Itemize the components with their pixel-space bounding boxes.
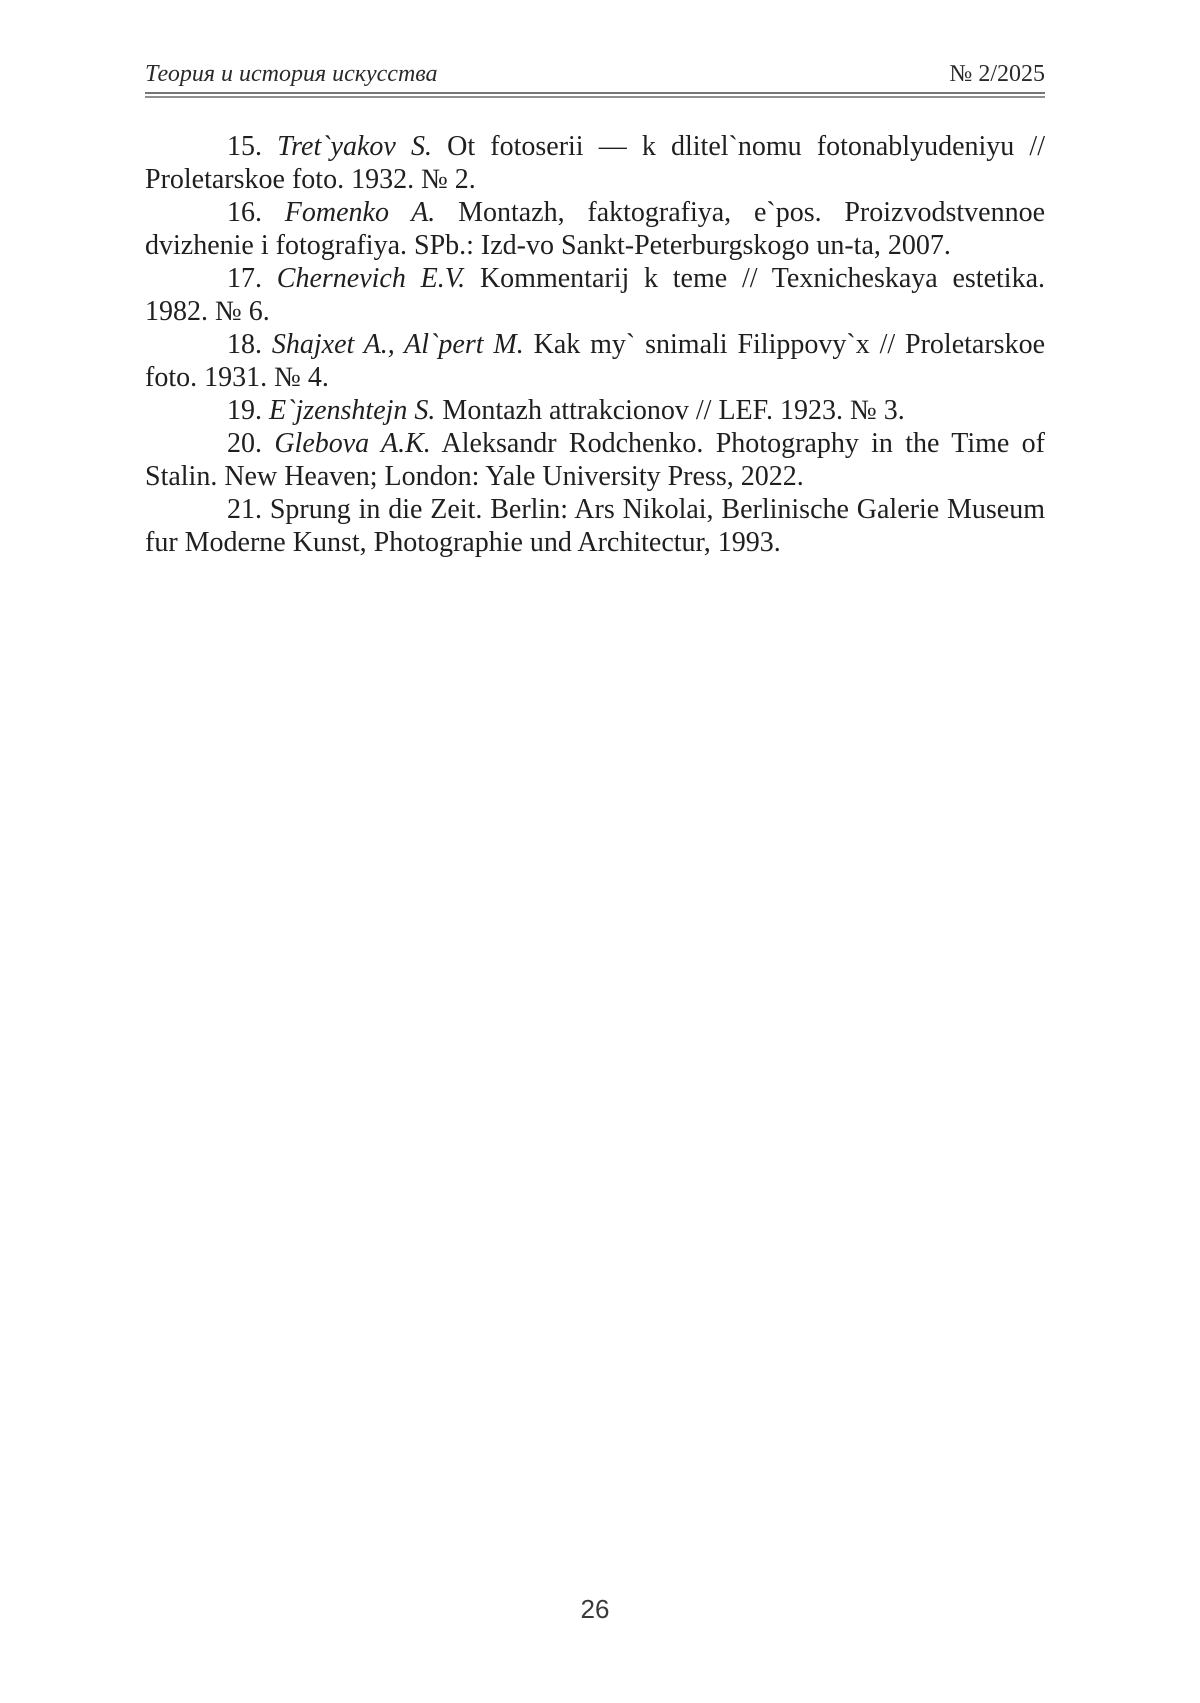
bibliography-list [145, 130, 1045, 559]
bib-entry-text: Ot fotoserii — k dlitel`nomu fotonablyudeniyu // Proletarskoe foto. 1932. № 2. [145, 131, 1045, 195]
bib-entry [145, 262, 1045, 328]
bib-entry-authors: Glebova A.K. [274, 428, 431, 459]
bib-entry-number: 18. [227, 329, 262, 360]
bib-entry-text: Montazh, faktografiya, e`pos. Proizvodstvennoe dvizhenie i fotografiya. SPb.: Izd-vo Sankt-Peterburgskogo un-ta, 2007. [145, 197, 1045, 261]
bib-entry [145, 493, 1045, 559]
bib-entry-number: 17. [227, 263, 262, 294]
bib-entry-number: 21. [227, 494, 262, 525]
bib-entry-authors: E`jzenshtejn S. [269, 395, 436, 426]
issue-number: № 2/2025 [949, 61, 1045, 87]
bib-entry-text: Sprung in die Zeit. Berlin: Ars Nikolai, Berlinische Galerie Museum fur Moderne Kunst, Photographie und Architectur, 1993. [145, 494, 1046, 558]
bib-entry-authors: Chernevich E.V. [276, 263, 466, 294]
bib-entry-text: Montazh attrakcionov // LEF. 1923. № 3. [442, 395, 905, 426]
bib-entry-text: Aleksandr Rodchenko. Photography in the Time of Stalin. New Heaven; London: Yale University Press, 2022. [145, 428, 1045, 492]
running-title: Теория и история искусства [145, 61, 438, 87]
bib-entry-text: Kak my` snimali Filippovy`x // Proletarskoe foto. 1931. № 4. [145, 329, 1045, 393]
bib-entry-authors: Tret`yakov S. [277, 131, 432, 162]
header-rule [145, 92, 1045, 98]
page-number: 26 [580, 1594, 610, 1624]
running-header [145, 60, 1045, 88]
bib-entry [145, 196, 1045, 262]
bib-entry [145, 130, 1045, 196]
bib-entry-number: 19. [227, 395, 262, 426]
bib-entry-number: 16. [227, 197, 262, 228]
bib-entry-authors: Shajxet A., Al`pert M. [271, 329, 524, 360]
bib-entry-text: Kommentarij k teme // Texnicheskaya estetika. 1982. № 6. [145, 263, 1045, 327]
bib-entry [145, 328, 1045, 394]
bib-entry [145, 427, 1045, 493]
bib-entry-authors: Fomenko A. [284, 197, 436, 228]
bib-entry-number: 15. [227, 131, 262, 162]
bib-entry [145, 394, 1045, 427]
bib-entry-number: 20. [227, 428, 262, 459]
